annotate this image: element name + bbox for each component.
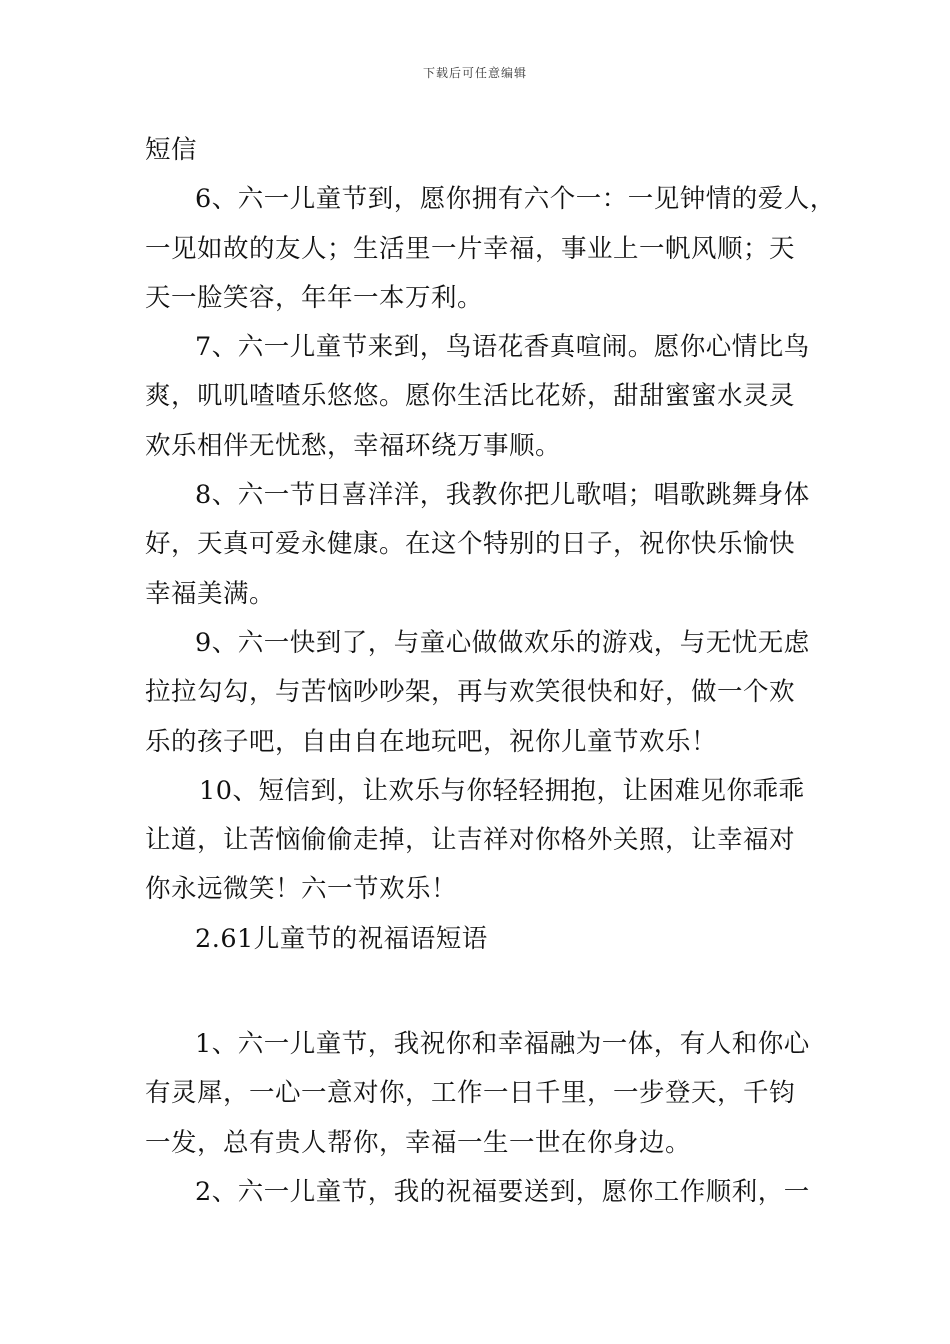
paragraph-10-line-3: 你永远微笑！六一节欢乐！ <box>145 874 458 905</box>
paragraph-10-line-2: 让道，让苦恼偷偷走掉，让吉祥对你格外关照，让幸福对 <box>145 825 796 856</box>
paragraph-7-line-2: 爽，叽叽喳喳乐悠悠。愿你生活比花娇，甜甜蜜蜜水灵灵 <box>145 381 796 412</box>
section2-paragraph-2-line-1: 2、六一儿童节，我的祝福要送到，愿你工作顺利，一 <box>195 1176 810 1207</box>
page-header: 下载后可任意编辑 <box>422 66 527 80</box>
paragraph-6-line-3: 天一脸笑容，年年一本万利。 <box>145 282 484 313</box>
section2-paragraph-1-line-1: 1、六一儿童节，我祝你和幸福融为一体，有人和你心 <box>195 1029 810 1060</box>
paragraph-10-line-1: 10、短信到，让欢乐与你轻轻拥抱，让困难见你乖乖 <box>199 775 805 806</box>
section2-paragraph-1-line-3: 一发，总有贵人帮你，幸福一生一世在你身边。 <box>145 1127 692 1158</box>
blank-line <box>145 964 815 1020</box>
paragraph-9-line-2: 拉拉勾勾，与苦恼吵吵架，再与欢笑很快和好，做一个欢 <box>145 677 796 708</box>
paragraph-6-line-2: 一见如故的友人；生活里一片幸福，事业上一帆风顺；天 <box>145 233 796 264</box>
section2-paragraph-1-line-2: 有灵犀，一心一意对你，工作一日千里，一步登天，千钧 <box>145 1078 796 1109</box>
paragraph-8-line-3: 幸福美满。 <box>145 578 276 609</box>
document-body <box>145 126 836 1217</box>
paragraph-7-line-3: 欢乐相伴无忧愁，幸福环绕万事顺。 <box>145 430 562 461</box>
text-line: 短信 <box>145 135 198 165</box>
section-heading: 2.61儿童节的祝福语短语 <box>195 923 488 954</box>
paragraph-6-line-1: 6、六一儿童节到，愿你拥有六个一：一见钟情的爱人， <box>195 184 836 215</box>
paragraph-8-line-1: 8、六一节日喜洋洋，我教你把儿歌唱；唱歌跳舞身体 <box>195 480 810 511</box>
paragraph-7-line-1: 7、六一儿童节来到，鸟语花香真喧闹。愿你心情比鸟 <box>195 332 810 363</box>
paragraph-9-line-1: 9、六一快到了，与童心做做欢乐的游戏，与无忧无虑 <box>195 627 810 658</box>
paragraph-8-line-2: 好，天真可爱永健康。在这个特别的日子，祝你快乐愉快 <box>145 529 796 560</box>
paragraph-9-line-3: 乐的孩子吧，自由自在地玩吧，祝你儿童节欢乐！ <box>145 726 718 757</box>
